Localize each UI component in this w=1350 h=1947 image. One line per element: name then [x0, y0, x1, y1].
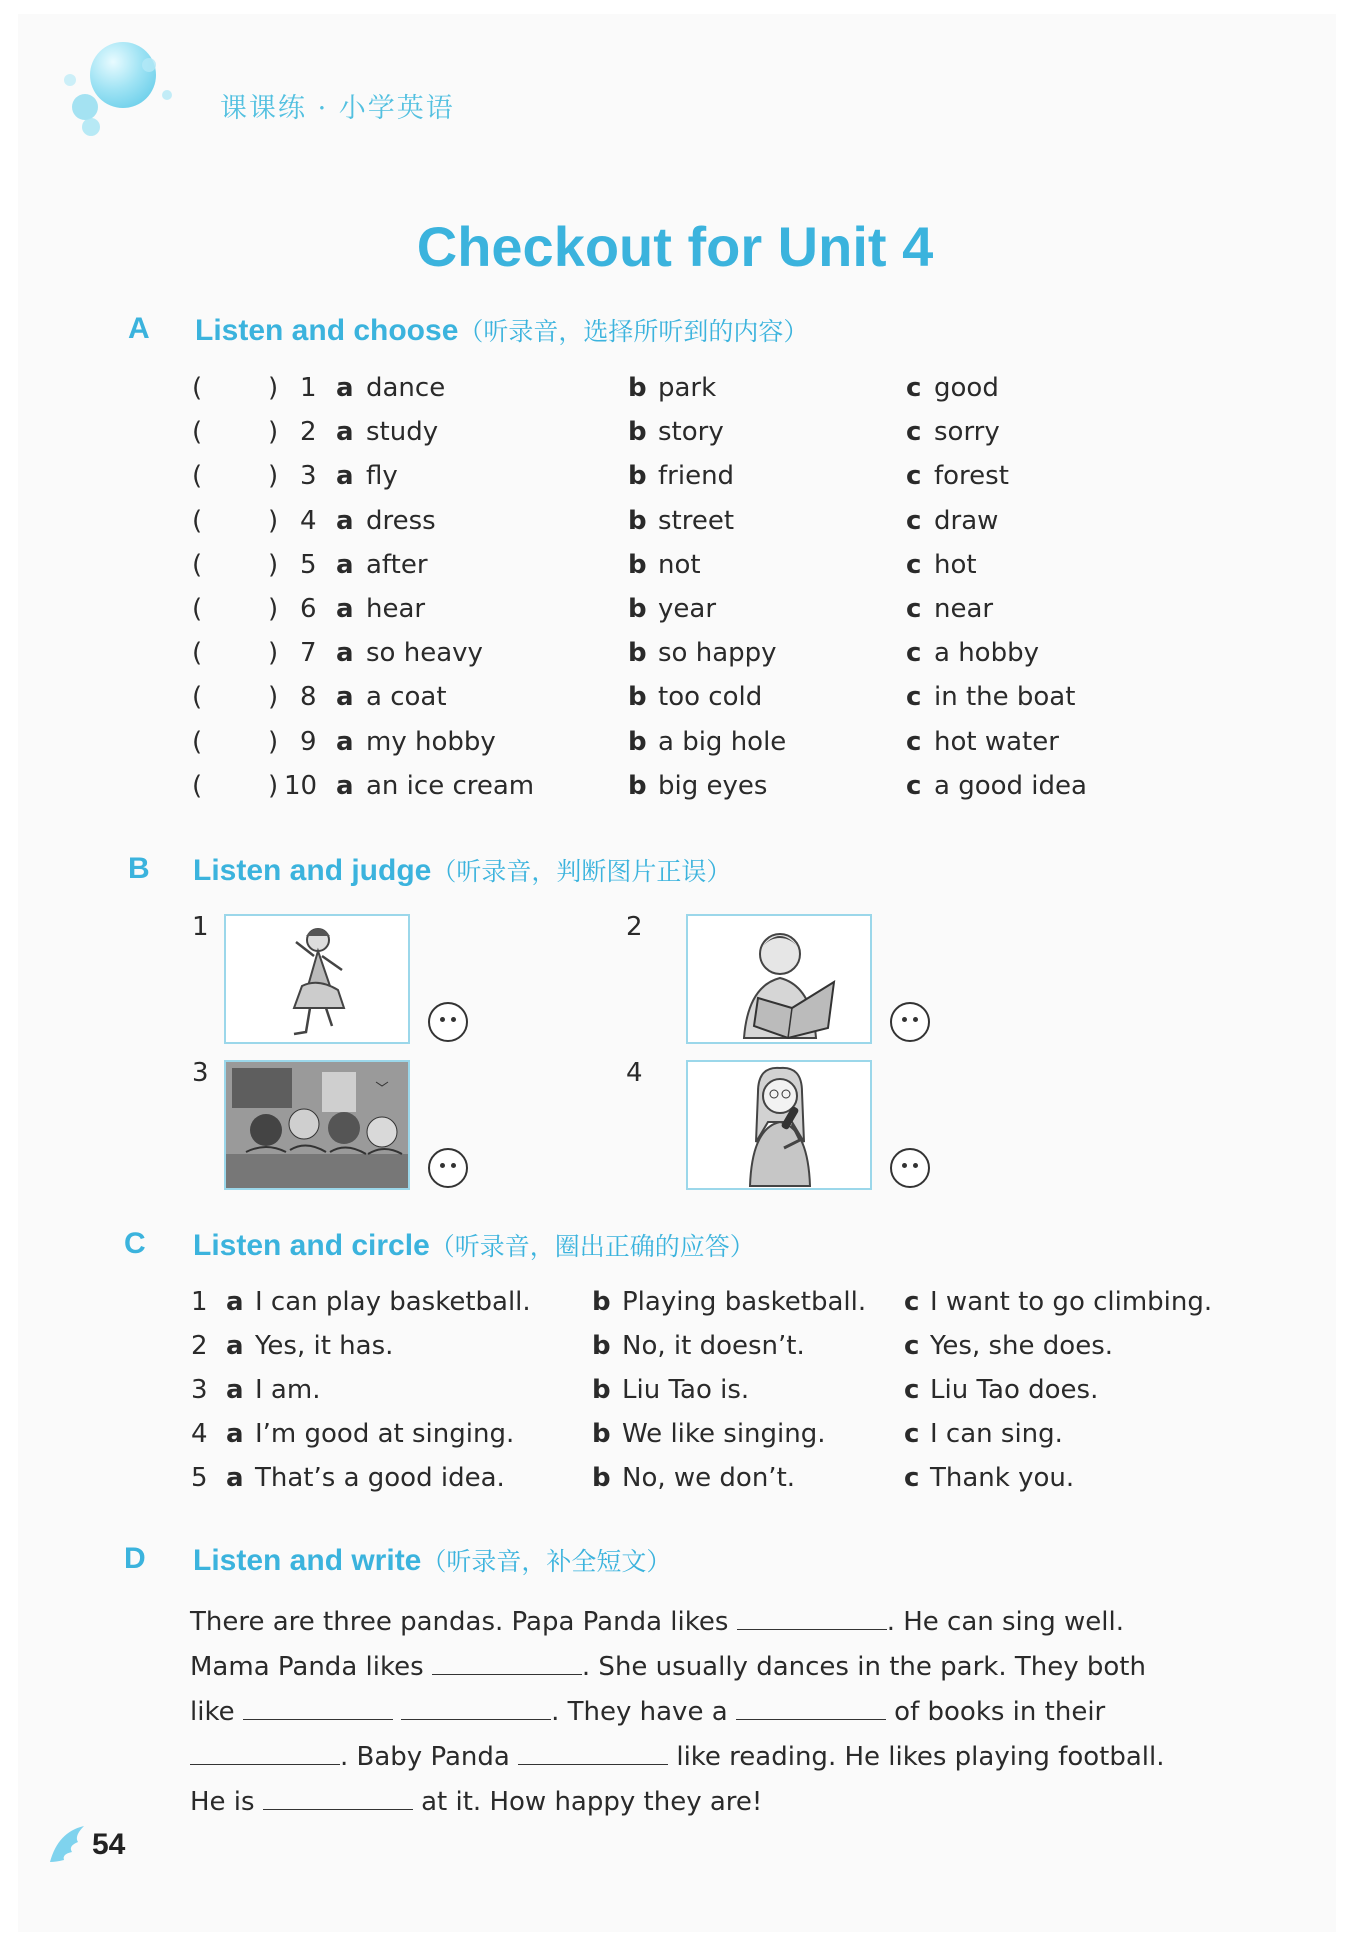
option-a[interactable]: Yes, it has.: [255, 1331, 394, 1361]
answer-paren-close[interactable]: ): [268, 594, 279, 624]
item-number: 7: [300, 638, 317, 669]
option-letter-c: c: [906, 726, 922, 757]
option-letter-b: b: [628, 682, 647, 713]
option-c[interactable]: Yes, she does.: [930, 1331, 1114, 1361]
option-letter-a: a: [226, 1331, 244, 1361]
option-letter-a: a: [336, 549, 354, 580]
option-a[interactable]: I am.: [255, 1375, 321, 1405]
section-a-heading: [128, 312, 150, 346]
answer-paren-open[interactable]: (: [192, 726, 203, 757]
option-c[interactable]: good: [934, 373, 999, 403]
choice-row: [0, 373, 1350, 409]
option-a[interactable]: fly: [366, 461, 398, 492]
option-c[interactable]: in the boat: [934, 682, 1076, 713]
answer-paren-close[interactable]: ): [268, 682, 279, 713]
girl-dancing-picture: [224, 914, 410, 1044]
circle-row: [0, 1375, 1350, 1411]
option-letter-b: b: [628, 417, 647, 448]
option-a[interactable]: an ice cream: [366, 770, 535, 801]
fill-in-passage: There are three pandas. Papa Panda likes . He can sing well. Mama Panda likes . She usually dances in the park. They both like . They have a of books in their . Baby Panda like reading. He likes playing football. He is at it. How happy they are!: [190, 1607, 1165, 1817]
option-c[interactable]: a good idea: [934, 770, 1087, 801]
section-c-heading: C: [124, 1227, 146, 1260]
option-b[interactable]: so happy: [658, 638, 777, 669]
item-number: 2: [191, 1331, 208, 1361]
option-a[interactable]: dress: [366, 505, 436, 536]
book-title: 课课练 · 小学英语: [220, 93, 455, 124]
section-letter: A: [128, 312, 150, 345]
option-a[interactable]: hear: [366, 594, 426, 624]
section-a-title: Listen and choose（听录音，选择所听到的内容）: [195, 314, 809, 347]
option-letter-c: c: [904, 1331, 920, 1361]
option-letter-c: c: [904, 1287, 920, 1317]
answer-paren-close[interactable]: ): [268, 726, 279, 757]
choice-row: [0, 638, 1350, 674]
option-letter-c: c: [906, 461, 922, 492]
answer-paren-open[interactable]: (: [192, 505, 203, 536]
option-a[interactable]: I can play basketball.: [255, 1287, 531, 1317]
option-b[interactable]: big eyes: [658, 770, 768, 801]
option-letter-b: b: [592, 1463, 611, 1493]
option-letter-b: b: [628, 594, 647, 624]
option-a[interactable]: so heavy: [366, 638, 483, 669]
option-letter-c: c: [906, 770, 922, 801]
option-b[interactable]: year: [658, 594, 717, 624]
answer-blank[interactable]: [736, 1697, 886, 1720]
circle-row: [0, 1287, 1350, 1323]
option-letter-a: a: [336, 417, 354, 448]
item-number: 4: [191, 1419, 208, 1449]
option-b[interactable]: No, it doesn’t.: [622, 1331, 805, 1361]
item-number: 9: [300, 726, 317, 757]
option-c[interactable]: I can sing.: [930, 1419, 1063, 1449]
option-letter-a: a: [336, 461, 354, 492]
option-letter-b: b: [628, 726, 647, 757]
option-letter-a: a: [336, 594, 354, 624]
option-c[interactable]: I want to go climbing.: [930, 1287, 1213, 1317]
item-number: 5: [191, 1463, 208, 1493]
option-b[interactable]: We like singing.: [622, 1419, 826, 1449]
girl-singing-picture: [686, 1060, 872, 1190]
option-letter-c: c: [904, 1463, 920, 1493]
choice-row: [0, 682, 1350, 718]
option-letter-b: b: [592, 1287, 611, 1317]
option-b[interactable]: Playing basketball.: [622, 1287, 867, 1317]
option-b[interactable]: park: [658, 373, 717, 403]
answer-paren-close[interactable]: ): [268, 417, 279, 448]
answer-paren-open[interactable]: (: [192, 770, 203, 801]
judge-number: 1: [192, 912, 209, 942]
answer-blank[interactable]: [263, 1787, 413, 1810]
smiley-face-icon[interactable]: [428, 1002, 468, 1042]
answer-paren-close[interactable]: ): [268, 638, 279, 669]
judge-number: 3: [192, 1058, 209, 1088]
option-letter-c: c: [906, 417, 922, 448]
option-letter-a: a: [226, 1463, 244, 1493]
answer-paren-open[interactable]: (: [192, 461, 203, 492]
option-letter-c: c: [906, 682, 922, 713]
option-a[interactable]: I’m good at singing.: [255, 1419, 515, 1449]
item-number: 10: [284, 770, 318, 801]
option-letter-b: b: [628, 549, 647, 580]
option-b[interactable]: street: [658, 505, 735, 536]
judge-number: 2: [626, 912, 643, 942]
section-c-title: Listen and circle（听录音，圈出正确的应答）: [193, 1229, 755, 1262]
circle-row: [0, 1331, 1350, 1367]
item-number: 8: [300, 682, 317, 713]
option-a[interactable]: dance: [366, 373, 446, 403]
answer-paren-open[interactable]: (: [192, 638, 203, 669]
option-letter-c: c: [906, 505, 922, 536]
choice-row: [0, 550, 1350, 586]
option-b[interactable]: a big hole: [658, 726, 787, 757]
section-b-title: Listen and judge（听录音，判断图片正误）: [193, 854, 732, 887]
option-letter-c: c: [904, 1419, 920, 1449]
section-d-heading: D: [124, 1542, 146, 1575]
option-letter-c: c: [906, 373, 922, 403]
option-letter-a: a: [336, 373, 354, 403]
option-letter-b: b: [592, 1331, 611, 1361]
option-a[interactable]: a coat: [366, 682, 447, 713]
answer-paren-open[interactable]: (: [192, 682, 203, 713]
option-c[interactable]: hot water: [934, 726, 1059, 757]
cinema-audience-picture: [224, 1060, 410, 1190]
item-number: 5: [300, 549, 317, 580]
item-number: 1: [191, 1287, 208, 1317]
option-letter-a: a: [226, 1287, 244, 1317]
option-b[interactable]: friend: [658, 461, 735, 492]
item-number: 4: [300, 505, 317, 536]
answer-paren-open[interactable]: (: [192, 549, 203, 580]
answer-paren-close[interactable]: ): [268, 549, 279, 580]
option-letter-a: a: [336, 726, 354, 757]
option-a[interactable]: study: [366, 417, 439, 448]
option-letter-b: b: [628, 461, 647, 492]
answer-blank[interactable]: [432, 1652, 582, 1675]
choice-row: [0, 461, 1350, 497]
circle-row: [0, 1419, 1350, 1455]
answer-blank[interactable]: [190, 1742, 340, 1765]
item-number: 3: [300, 461, 317, 492]
option-c[interactable]: Liu Tao does.: [930, 1375, 1099, 1405]
option-b[interactable]: story: [658, 417, 724, 448]
answer-paren-close[interactable]: ): [268, 770, 279, 801]
option-letter-a: a: [336, 682, 354, 713]
answer-paren-open[interactable]: (: [192, 594, 203, 624]
option-letter-a: a: [336, 638, 354, 669]
choice-row: [0, 506, 1350, 542]
option-letter-b: b: [592, 1419, 611, 1449]
answer-blank[interactable]: [401, 1697, 551, 1720]
option-letter-c: c: [906, 594, 922, 624]
option-a[interactable]: after: [366, 549, 428, 580]
option-c[interactable]: hot: [934, 549, 977, 580]
option-letter-b: b: [628, 638, 647, 669]
option-b[interactable]: No, we don’t.: [622, 1463, 796, 1493]
answer-paren-close[interactable]: ): [268, 505, 279, 536]
answer-paren-open[interactable]: (: [192, 373, 203, 403]
choice-row: [0, 771, 1350, 807]
answer-paren-close[interactable]: ): [268, 373, 279, 403]
option-c[interactable]: forest: [934, 461, 1009, 492]
option-c[interactable]: a hobby: [934, 638, 1039, 669]
option-letter-b: b: [628, 505, 647, 536]
option-c[interactable]: near: [934, 594, 994, 624]
section-d-title: Listen and write（听录音，补全短文）: [193, 1544, 672, 1577]
item-number: 3: [191, 1375, 208, 1405]
smiley-face-icon[interactable]: [428, 1148, 468, 1188]
choice-row: [0, 594, 1350, 630]
option-c[interactable]: draw: [934, 505, 999, 536]
option-b[interactable]: Liu Tao is.: [622, 1375, 750, 1405]
option-letter-a: a: [336, 505, 354, 536]
judge-number: 4: [626, 1058, 643, 1088]
boy-reading-picture: [686, 914, 872, 1044]
answer-blank[interactable]: [518, 1742, 668, 1765]
smiley-face-icon[interactable]: [890, 1148, 930, 1188]
choice-row: [0, 727, 1350, 763]
answer-paren-close[interactable]: ): [268, 461, 279, 492]
option-a[interactable]: my hobby: [366, 726, 496, 757]
option-letter-b: b: [592, 1375, 611, 1405]
item-number: 1: [300, 373, 317, 403]
option-b[interactable]: too cold: [658, 682, 763, 713]
section-b-heading: B: [128, 852, 150, 885]
option-letter-c: c: [904, 1375, 920, 1405]
option-letter-a: a: [336, 770, 354, 801]
smiley-face-icon[interactable]: [890, 1002, 930, 1042]
leaf-icon: [48, 1822, 88, 1866]
option-letter-c: c: [906, 638, 922, 669]
item-number: 2: [300, 417, 317, 448]
option-letter-c: c: [906, 549, 922, 580]
page-title: Checkout for Unit 4: [416, 215, 934, 278]
choice-row: [0, 417, 1350, 453]
option-c[interactable]: sorry: [934, 417, 1000, 448]
answer-paren-open[interactable]: (: [192, 417, 203, 448]
item-number: 6: [300, 594, 317, 624]
option-a[interactable]: That’s a good idea.: [255, 1463, 505, 1493]
option-letter-b: b: [628, 770, 647, 801]
circle-row: [0, 1463, 1350, 1499]
option-b[interactable]: not: [658, 549, 701, 580]
option-c[interactable]: Thank you.: [930, 1463, 1075, 1493]
option-letter-b: b: [628, 373, 647, 403]
option-letter-a: a: [226, 1375, 244, 1405]
answer-blank[interactable]: [243, 1697, 393, 1720]
answer-blank[interactable]: [737, 1607, 887, 1630]
option-letter-a: a: [226, 1419, 244, 1449]
page-number: 54: [92, 1828, 126, 1861]
